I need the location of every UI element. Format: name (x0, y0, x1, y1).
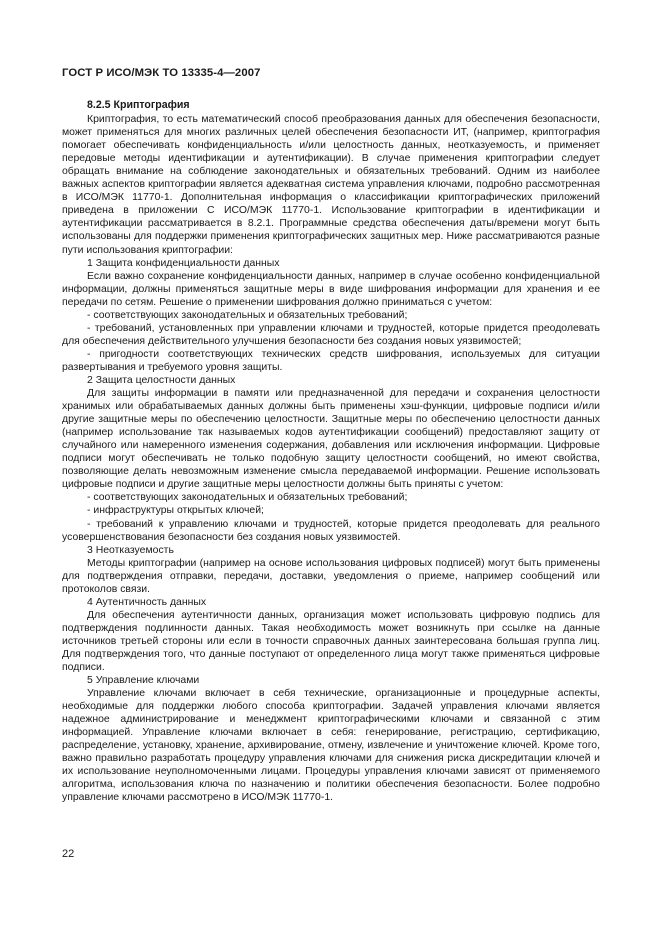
list-item: - требований к управлению ключами и трудностей, которые придется преодолевать для реального усовершенствования безопасности без создания новых уязвимостей. (62, 518, 600, 543)
subsection-title-key-management: 5 Управление ключами (87, 675, 200, 687)
section-title: 8.2.5 Криптография (87, 99, 190, 111)
non-repudiation-paragraph: Методы криптографии (например на основе использования цифровых подписей) могут быть применены для подтверждения отправки, передачи, доставки, уведомления о приеме, например сообщений или протоколов связи. (62, 557, 600, 595)
subsection-title-non-repudiation: 3 Неотказуемость (87, 544, 174, 556)
subsection-title-confidentiality: 1 Защита конфиденциальности данных (87, 257, 280, 269)
page-number: 22 (62, 848, 75, 860)
intro-paragraph: Криптография, то есть математический способ преобразования данных для обеспечения безопасности, может применяться для многих различных целей обеспечения безопасности ИТ, (например, криптография помогает обеспечивать конфиденциальность и/или целостность данных, неотказуемость, и применяет передовые методы идентификации и аутентификации). В случае применения криптографии следует обращать внимание на соблюдение законодательных и обязательных требований. Одним из наиболее важных аспектов криптографии является адекватная система управления ключами, подробно рассмотренная в ИСО/МЭК 11770-1. Дополнительная информация о классификации криптографических приложений приведена в приложении С ИСО/МЭК 11770-1. Использование криптографии в идентификации и аутентификации рассматривается в 8.2.1. Программные средства обеспечения даты/времени могут быть использованы для поддержки применения криптографических защитных мер. Ниже рассматриваются разные пути использования криптографии: (62, 114, 600, 256)
list-item: - требований, установленных при управлении ключами и трудностей, которые придется преодолевать для обеспечения действительного улучшения безопасности без создания новых уязвимостей; (62, 322, 600, 347)
confidentiality-paragraph: Если важно сохранение конфиденциальности данных, например в случае особенно конфиденциальной информации, должны применяться защитные меры в виде шифрования информации для хранения и ее передачи по сетям. Решение о применении шифрования должно приниматься с учетом: (62, 270, 600, 308)
subsection-title-integrity: 2 Защита целостности данных (87, 374, 236, 386)
list-item: - пригодности соответствующих технических средств шифрования, используемых для ситуации развертывания и требуемого уровня защиты. (62, 348, 600, 373)
integrity-paragraph: Для защиты информации в памяти или предназначенной для передачи и сохранения целостности хранимых или обрабатываемых данных должны быть применены хэш-функции, цифровые подписи и/или другие защитные меры по обеспечению целостности. Защитные меры по обеспечению целостности данных (например использование так называемых кодов аутентификации сообщений) предоставляют защиту от случайного или намеренного изменения содержания, добавления или исключения информации. Цифровые подписи могут обеспечивать не только подобную защиту целостности сообщений, но имеют свойства, позволяющие делать невозможным изменение смысла передаваемой информации. Решение использовать цифровые подписи и другие защитные меры целостности должны быть приняты с учетом: (62, 388, 600, 491)
document-body (62, 99, 600, 805)
authenticity-paragraph: Для обеспечения аутентичности данных, организация может использовать цифровую подпись для подтверждения подлинности данных. Такая необходимость может возникнуть при ссылке на данные источников третьей стороны или если в точности справочных данных заинтересована большая группа лиц. Для подтверждения того, что данные поступают от определенного лица могут также применяться цифровые подписи. (62, 609, 600, 674)
list-item: - соответствующих законодательных и обязательных требований; (87, 309, 408, 321)
key-management-paragraph: Управление ключами включает в себя технические, организационные и процедурные аспекты, необходимые для поддержки любого способа криптографии. Задачей управления ключами является надежное администрирование и менеджмент криптографическими ключами и связанной с этим информацией. Управление ключами включает в себя: генерирование, регистрацию, сертификацию, распределение, установку, хранение, архивирование, отмену, извлечение и уничтожение ключей. Кроме того, важно правильно разработать процедуру управления ключами для снижения риска дискредитации ключей и их использование неуполномоченными лицами. Процедуры управления ключами зависят от применяемого алгоритма, использования ключа по назначению и политики обеспечения безопасности. Более подробно управление ключами рассмотрено в ИСО/МЭК 11770-1. (62, 688, 600, 804)
subsection-title-authenticity: 4 Аутентичность данных (87, 596, 207, 608)
list-item: - соответствующих законодательных и обязательных требований; (87, 492, 408, 504)
document-header: ГОСТ Р ИСО/МЭК ТО 13335-4—2007 (62, 67, 261, 79)
list-item: - инфраструктуры открытых ключей; (87, 505, 264, 517)
